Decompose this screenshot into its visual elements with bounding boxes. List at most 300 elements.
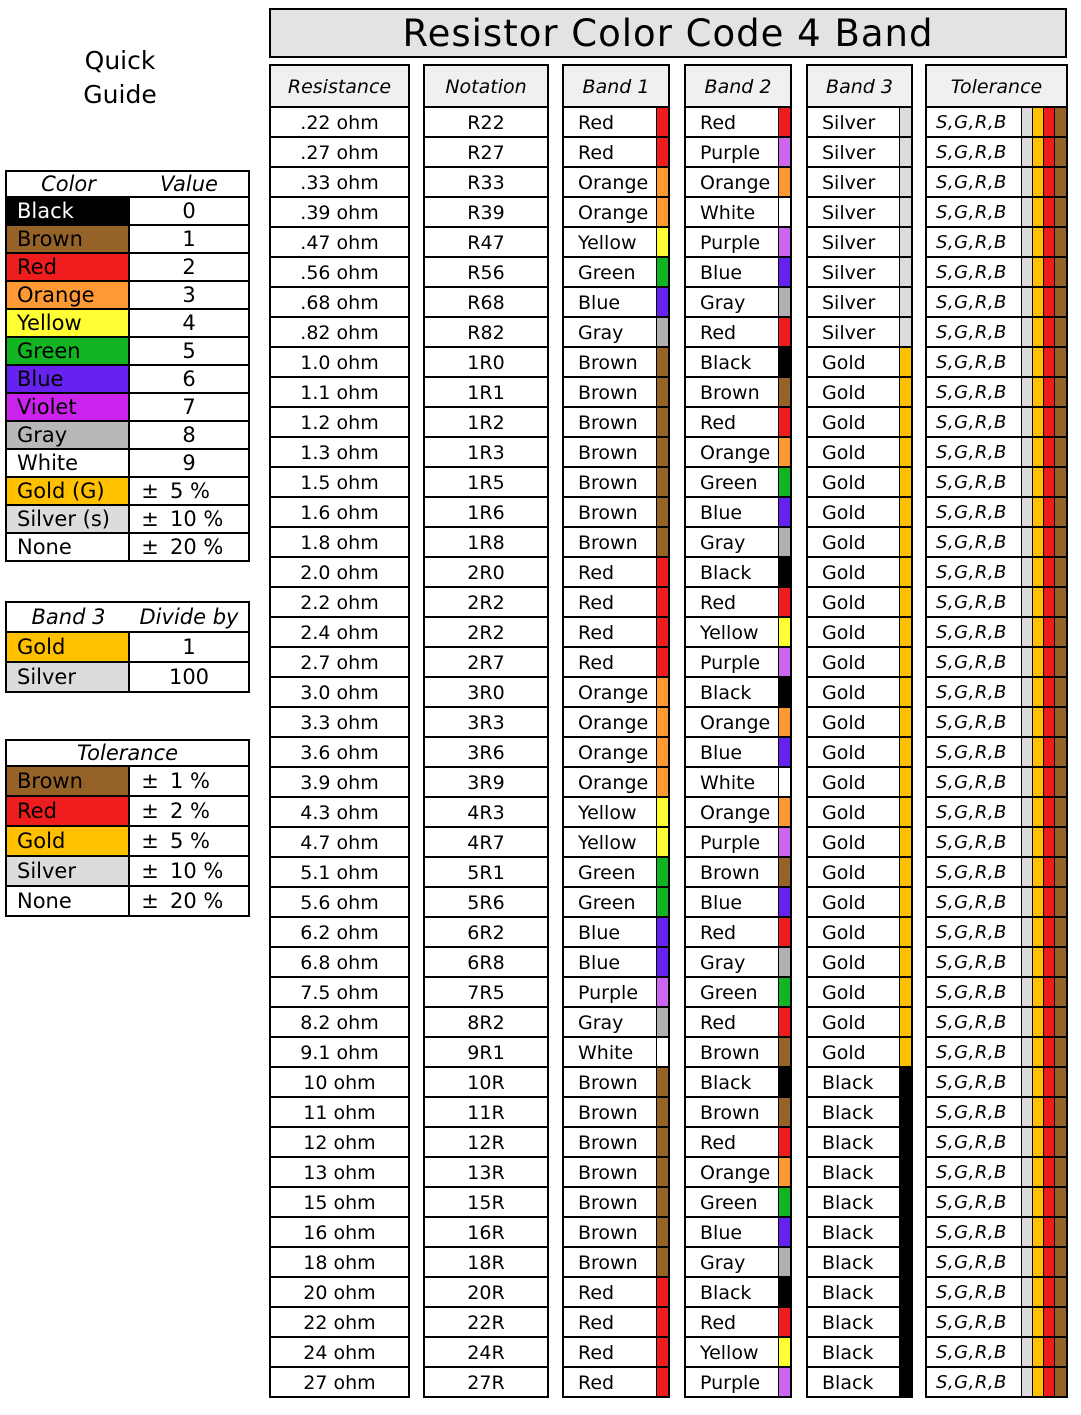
band-3-color-stripe xyxy=(899,978,911,1006)
band-2-text: Red xyxy=(700,922,737,944)
tolerance-color-stripe xyxy=(1054,858,1066,886)
band-2-text: Green xyxy=(700,982,758,1004)
tolerance-cell xyxy=(927,708,1066,738)
tolerance-text: S,G,R,B xyxy=(936,892,1007,913)
band-2-cell xyxy=(686,1098,790,1128)
band-3-cell xyxy=(808,888,911,918)
resistance-text: 3.3 ohm xyxy=(300,712,379,734)
notation-text: 5R1 xyxy=(467,862,505,884)
tolerance-cell xyxy=(927,498,1066,528)
band-2-cell xyxy=(686,438,790,468)
band-3-text: Gold xyxy=(822,892,866,914)
resistance-cell xyxy=(271,618,408,648)
band-1-color-stripe xyxy=(656,198,668,226)
color-header: Color xyxy=(41,172,96,196)
notation-cell xyxy=(425,348,547,378)
band-1-cell xyxy=(564,1338,668,1368)
tolerance-color-stripe xyxy=(1054,678,1066,706)
resistance-text: 9.1 ohm xyxy=(300,1042,379,1064)
band-3-cell xyxy=(808,1308,911,1338)
notation-text: R47 xyxy=(467,232,505,254)
band-2-color-stripe xyxy=(778,288,790,316)
tolerance-text: S,G,R,B xyxy=(936,202,1007,223)
resistance-text: 6.2 ohm xyxy=(300,922,379,944)
tolerance-color-stripe xyxy=(1054,348,1066,376)
resistance-cell xyxy=(271,888,408,918)
band-1-cell xyxy=(564,228,668,258)
resistance-cell xyxy=(271,798,408,828)
band-1-cell xyxy=(564,288,668,318)
band-2-text: Blue xyxy=(700,892,743,914)
resistance-text: 3.0 ohm xyxy=(300,682,379,704)
band-2-cell xyxy=(686,408,790,438)
tolerance-cell xyxy=(927,468,1066,498)
tolerance-cell xyxy=(927,228,1066,258)
notation-text: 1R1 xyxy=(467,382,505,404)
band-3-cell xyxy=(808,978,911,1008)
band-3-color-stripe xyxy=(899,918,911,946)
band-1-color-stripe xyxy=(656,108,668,136)
resistance-cell xyxy=(271,198,408,228)
tolerance-cell xyxy=(927,1248,1066,1278)
band-1-color-stripe xyxy=(656,918,668,946)
band-2-text: Gray xyxy=(700,952,746,974)
band-1-cell xyxy=(564,1038,668,1068)
tolerance-column xyxy=(925,64,1068,1398)
band-2-color-stripe xyxy=(778,948,790,976)
band3-table-header xyxy=(7,603,248,633)
band-3-cell xyxy=(808,1338,911,1368)
band-1-text: Red xyxy=(578,1342,615,1364)
band-3-color-stripe xyxy=(899,558,911,586)
band-1-cell xyxy=(564,588,668,618)
band-2-color-stripe xyxy=(778,738,790,766)
color-table-value-text: 20 % xyxy=(170,535,224,559)
band-2-cell xyxy=(686,1068,790,1098)
band-1-cell xyxy=(564,318,668,348)
band-2-cell xyxy=(686,1248,790,1278)
band-3-text: Gold xyxy=(822,412,866,434)
resistance-text: 1.5 ohm xyxy=(300,472,379,494)
band-3-color-stripe xyxy=(899,738,911,766)
band-3-color-stripe xyxy=(899,1038,911,1066)
notation-text: R56 xyxy=(467,262,505,284)
band-2-color-stripe xyxy=(778,918,790,946)
band-3-cell xyxy=(808,1098,911,1128)
band-3-color-stripe xyxy=(899,1008,911,1036)
notation-text: 1R2 xyxy=(467,412,505,434)
band-1-text: Brown xyxy=(578,1222,638,1244)
tolerance-color-stripe xyxy=(1054,798,1066,826)
band-3-color-stripe xyxy=(899,498,911,526)
band-2-text: Black xyxy=(700,562,752,584)
band-2-cell xyxy=(686,168,790,198)
resistance-text: 2.2 ohm xyxy=(300,592,379,614)
band-2-color-stripe xyxy=(778,1308,790,1336)
tolerance-text: S,G,R,B xyxy=(936,952,1007,973)
tolerance-color-stripe xyxy=(1054,1278,1066,1306)
band-1-cell xyxy=(564,798,668,828)
tolerance-cell xyxy=(927,738,1066,768)
band-1-text: Brown xyxy=(578,1252,638,1274)
band-2-text: Purple xyxy=(700,832,761,854)
band-1-color-stripe xyxy=(656,978,668,1006)
band-2-color-stripe xyxy=(778,1128,790,1156)
notation-cell xyxy=(425,378,547,408)
tolerance-color-stripe xyxy=(1054,138,1066,166)
band-3-cell xyxy=(808,168,911,198)
notation-text: 4R3 xyxy=(467,802,505,824)
band-1-color-stripe xyxy=(656,1308,668,1336)
band-3-color-stripe xyxy=(899,1098,911,1126)
notation-cell xyxy=(425,558,547,588)
color-table-swatch: Gold (G) xyxy=(7,478,130,504)
tolerance-color-stripe xyxy=(1054,828,1066,856)
color-table-value xyxy=(130,506,248,532)
band-3-cell xyxy=(808,1368,911,1396)
band-2-cell xyxy=(686,198,790,228)
band-3-color-stripe xyxy=(899,1368,911,1396)
band-2-text: Red xyxy=(700,1012,737,1034)
band-3-color-stripe xyxy=(899,1218,911,1246)
color-table-value: 3 xyxy=(182,283,196,307)
resistance-cell xyxy=(271,1218,408,1248)
band-1-text: Green xyxy=(578,892,636,914)
tolerance-legend-swatch: Silver xyxy=(7,857,130,885)
band-1-color-stripe xyxy=(656,888,668,916)
resistance-column xyxy=(269,64,410,1398)
band-3-text: Gold xyxy=(822,652,866,674)
color-table-swatch: Silver (s) xyxy=(7,506,130,532)
resistance-text: 7.5 ohm xyxy=(300,982,379,1004)
color-table-swatch: Brown xyxy=(7,226,130,252)
band-3-text: Silver xyxy=(822,142,876,164)
band-1-color-stripe xyxy=(656,1248,668,1276)
notation-cell xyxy=(425,978,547,1008)
band-1-text: Red xyxy=(578,1282,615,1304)
band-3-color-stripe xyxy=(899,168,911,196)
notation-cell xyxy=(425,1248,547,1278)
resistance-text: .68 ohm xyxy=(300,292,379,314)
tolerance-text: S,G,R,B xyxy=(936,142,1007,163)
tolerance-cell xyxy=(927,978,1066,1008)
band-1-color-stripe xyxy=(656,288,668,316)
notation-cell xyxy=(425,738,547,768)
band-2-cell xyxy=(686,1128,790,1158)
band-2-text: Brown xyxy=(700,1102,760,1124)
resistance-cell xyxy=(271,948,408,978)
tolerance-cell xyxy=(927,168,1066,198)
band-1-cell xyxy=(564,1188,668,1218)
band-2-text: Red xyxy=(700,112,737,134)
band-2-cell xyxy=(686,348,790,378)
tolerance-text: S,G,R,B xyxy=(936,772,1007,793)
plus-minus-sign: ± xyxy=(141,799,159,823)
resistance-text: 18 ohm xyxy=(303,1252,376,1274)
band-1-color-stripe xyxy=(656,738,668,766)
band-2-color-stripe xyxy=(778,648,790,676)
tolerance-text: S,G,R,B xyxy=(936,1012,1007,1033)
tolerance-color-stripe xyxy=(1054,108,1066,136)
band-3-color-stripe xyxy=(899,1128,911,1156)
band3-header: Band 3 xyxy=(31,605,106,629)
notation-text: 27R xyxy=(467,1372,505,1394)
band-1-color-stripe xyxy=(656,228,668,256)
band-3-cell xyxy=(808,1038,911,1068)
tolerance-cell xyxy=(927,678,1066,708)
band-2-color-stripe xyxy=(778,348,790,376)
band-3-text: Gold xyxy=(822,982,866,1004)
tolerance-text: S,G,R,B xyxy=(936,442,1007,463)
band-1-cell xyxy=(564,738,668,768)
resistance-cell xyxy=(271,168,408,198)
resistance-text: 12 ohm xyxy=(303,1132,376,1154)
band-3-color-stripe xyxy=(899,198,911,226)
band-3-text: Silver xyxy=(822,172,876,194)
color-table-swatch: Orange xyxy=(7,282,130,308)
band-3-cell xyxy=(808,588,911,618)
color-table-swatch: Blue xyxy=(7,366,130,392)
band-3-color-stripe xyxy=(899,1158,911,1186)
band3-table-body xyxy=(7,633,248,691)
band-1-text: Brown xyxy=(578,382,638,404)
band-2-cell xyxy=(686,1038,790,1068)
tolerance-color-stripe xyxy=(1054,738,1066,766)
band-2-color-stripe xyxy=(778,558,790,586)
band-1-color-stripe xyxy=(656,828,668,856)
resistance-text: 27 ohm xyxy=(303,1372,376,1394)
notation-cell xyxy=(425,168,547,198)
band-3-color-stripe xyxy=(899,858,911,886)
tolerance-legend-value-text: 2 % xyxy=(170,799,210,823)
band-1-text: Red xyxy=(578,622,615,644)
band-1-text: Orange xyxy=(578,172,649,194)
band-3-text: Gold xyxy=(822,1042,866,1064)
color-table-swatch: Red xyxy=(7,254,130,280)
band-1-text: Brown xyxy=(578,472,638,494)
notation-cell xyxy=(425,708,547,738)
resistance-cell xyxy=(271,258,408,288)
resistance-text: .33 ohm xyxy=(300,172,379,194)
tolerance-text: S,G,R,B xyxy=(936,322,1007,343)
resistance-text: .56 ohm xyxy=(300,262,379,284)
color-table-swatch: Violet xyxy=(7,394,130,420)
band3-table-swatch: Gold xyxy=(7,633,130,661)
band-3-color-stripe xyxy=(899,528,911,556)
notation-text: 16R xyxy=(467,1222,505,1244)
divide-by-header: Divide by xyxy=(139,605,239,629)
notation-text: 6R8 xyxy=(467,952,505,974)
band-1-header: Band 1 xyxy=(564,66,668,108)
resistance-text: 1.1 ohm xyxy=(300,382,379,404)
notation-text: 6R2 xyxy=(467,922,505,944)
band-1-color-stripe xyxy=(656,1098,668,1126)
band-1-cell xyxy=(564,1008,668,1038)
band-2-color-stripe xyxy=(778,1218,790,1246)
band-3-cell xyxy=(808,828,911,858)
band-3-text: Gold xyxy=(822,502,866,524)
notation-cell xyxy=(425,318,547,348)
band-2-text: Purple xyxy=(700,142,761,164)
band-3-cell xyxy=(808,438,911,468)
notation-cell xyxy=(425,618,547,648)
band-3-cell xyxy=(808,648,911,678)
tolerance-color-stripe xyxy=(1054,948,1066,976)
band-3-text: Gold xyxy=(822,382,866,404)
tolerance-color-stripe xyxy=(1054,258,1066,286)
band-2-color-stripe xyxy=(778,468,790,496)
tolerance-legend-row xyxy=(7,767,248,797)
resistance-cell xyxy=(271,648,408,678)
band-2-color-stripe xyxy=(778,978,790,1006)
notation-text: 2R2 xyxy=(467,592,505,614)
band-3-color-stripe xyxy=(899,378,911,406)
band-3-cell xyxy=(808,738,911,768)
band-3-text: Gold xyxy=(822,862,866,884)
band-1-text: Yellow xyxy=(578,802,637,824)
band-3-text: Gold xyxy=(822,832,866,854)
band-2-color-stripe xyxy=(778,408,790,436)
band-3-cell xyxy=(808,408,911,438)
band-2-color-stripe xyxy=(778,198,790,226)
color-table-value-text: 10 % xyxy=(170,507,224,531)
tolerance-color-stripe xyxy=(1054,558,1066,586)
band-3-color-stripe xyxy=(899,948,911,976)
band-2-color-stripe xyxy=(778,498,790,526)
resistance-cell xyxy=(271,528,408,558)
notation-cell xyxy=(425,138,547,168)
band-2-text: Purple xyxy=(700,1372,761,1394)
band-1-text: Purple xyxy=(578,982,639,1004)
resistance-cell xyxy=(271,1158,408,1188)
notation-text: 10R xyxy=(467,1072,505,1094)
resistance-cell xyxy=(271,1248,408,1278)
band-2-color-stripe xyxy=(778,708,790,736)
color-table-row xyxy=(7,254,248,282)
band-3-cell xyxy=(808,378,911,408)
band-2-cell xyxy=(686,888,790,918)
notation-cell xyxy=(425,768,547,798)
band-1-color-stripe xyxy=(656,468,668,496)
tolerance-cell xyxy=(927,258,1066,288)
band-3-color-stripe xyxy=(899,648,911,676)
band-2-cell xyxy=(686,648,790,678)
band-3-cell xyxy=(808,678,911,708)
band-1-color-stripe xyxy=(656,378,668,406)
band-3-text: Black xyxy=(822,1342,874,1364)
tolerance-legend-swatch: Gold xyxy=(7,827,130,855)
notation-text: R82 xyxy=(467,322,505,344)
tolerance-legend-value xyxy=(130,827,248,855)
tolerance-color-stripe xyxy=(1054,1038,1066,1066)
color-table-row xyxy=(7,534,248,560)
band-2-text: Orange xyxy=(700,802,771,824)
resistance-cell xyxy=(271,828,408,858)
notation-cell xyxy=(425,888,547,918)
resistance-cell xyxy=(271,318,408,348)
notation-cell xyxy=(425,468,547,498)
band-3-text: Gold xyxy=(822,622,866,644)
tolerance-text: S,G,R,B xyxy=(936,682,1007,703)
tolerance-cell xyxy=(927,1128,1066,1158)
tolerance-text: S,G,R,B xyxy=(936,1192,1007,1213)
notation-text: R33 xyxy=(467,172,505,194)
band3-table-value: 100 xyxy=(168,665,210,689)
band-3-color-stripe xyxy=(899,768,911,796)
band-1-color-stripe xyxy=(656,558,668,586)
resistance-cell xyxy=(271,708,408,738)
resistance-cell xyxy=(271,408,408,438)
band-1-cell xyxy=(564,438,668,468)
tolerance-text: S,G,R,B xyxy=(936,802,1007,823)
resistance-cell xyxy=(271,1308,408,1338)
band-3-column xyxy=(806,64,913,1398)
band-1-text: Orange xyxy=(578,682,649,704)
tolerance-text: S,G,R,B xyxy=(936,1072,1007,1093)
resistance-text: 4.3 ohm xyxy=(300,802,379,824)
notation-text: 1R3 xyxy=(467,442,505,464)
band-3-cell xyxy=(808,138,911,168)
band-3-text: Silver xyxy=(822,232,876,254)
tolerance-cell xyxy=(927,1188,1066,1218)
band-2-cell xyxy=(686,1158,790,1188)
tolerance-color-stripe xyxy=(1054,1008,1066,1036)
color-table-row xyxy=(7,478,248,506)
band-1-text: Red xyxy=(578,1372,615,1394)
band-3-text: Silver xyxy=(822,292,876,314)
band-2-color-stripe xyxy=(778,318,790,346)
notation-cell xyxy=(425,408,547,438)
tolerance-cell xyxy=(927,198,1066,228)
resistance-text: 10 ohm xyxy=(303,1072,376,1094)
band-1-cell xyxy=(564,1278,668,1308)
color-table-swatch: None xyxy=(7,534,130,560)
band-1-cell xyxy=(564,378,668,408)
resistance-text: 24 ohm xyxy=(303,1342,376,1364)
band-1-cell xyxy=(564,408,668,438)
resistance-cell xyxy=(271,558,408,588)
tolerance-legend-value-text: 20 % xyxy=(170,889,224,913)
resistance-text: 22 ohm xyxy=(303,1312,376,1334)
band-1-color-stripe xyxy=(656,588,668,616)
band-1-cell xyxy=(564,168,668,198)
band-3-text: Gold xyxy=(822,742,866,764)
band-2-cell xyxy=(686,558,790,588)
band-3-color-stripe xyxy=(899,1308,911,1336)
band-2-text: Black xyxy=(700,682,752,704)
band-1-cell xyxy=(564,918,668,948)
resistance-text: 3.9 ohm xyxy=(300,772,379,794)
tolerance-legend-header xyxy=(7,741,248,767)
notation-text: R27 xyxy=(467,142,505,164)
band-2-color-stripe xyxy=(778,858,790,886)
tolerance-color-stripe xyxy=(1054,1098,1066,1126)
band-2-column xyxy=(684,64,792,1398)
band-1-text: Brown xyxy=(578,1192,638,1214)
tolerance-cell xyxy=(927,1218,1066,1248)
resistance-cell xyxy=(271,1008,408,1038)
band-1-text: Brown xyxy=(578,352,638,374)
tolerance-text: S,G,R,B xyxy=(936,1372,1007,1393)
band-1-text: Blue xyxy=(578,952,621,974)
band-3-color-stripe xyxy=(899,678,911,706)
tolerance-cell xyxy=(927,888,1066,918)
band-1-text: Brown xyxy=(578,1102,638,1124)
band-2-color-stripe xyxy=(778,528,790,556)
band-2-color-stripe xyxy=(778,438,790,466)
notation-cell xyxy=(425,918,547,948)
tolerance-cell xyxy=(927,408,1066,438)
